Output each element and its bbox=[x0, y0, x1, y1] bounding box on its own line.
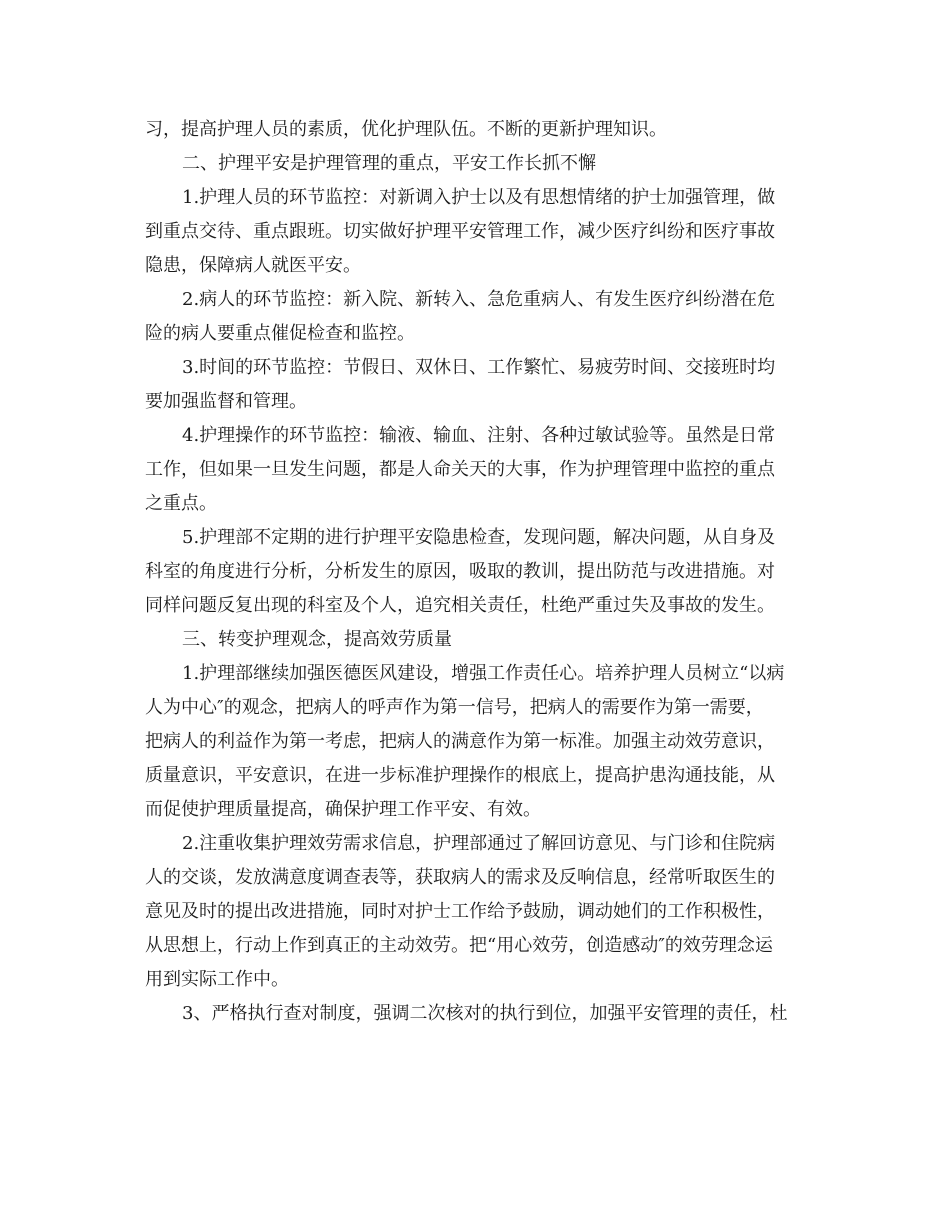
paragraph bbox=[145, 351, 805, 419]
paragraph-line: 从思想上，行动上作到真正的主动效劳。把“用心效劳，创造感动″的效劳理念运 bbox=[145, 935, 773, 956]
paragraph-line: 三、转变护理观念，提高效劳质量 bbox=[182, 629, 452, 650]
paragraph-line: 险的病人要重点催促检查和监控。 bbox=[145, 323, 415, 344]
paragraph-line: 5.护理部不定期的进行护理平安隐患检查，发现问题，解决问题，从自身及 bbox=[182, 527, 776, 548]
paragraph bbox=[145, 997, 805, 1031]
paragraph-line: 2.病人的环节监控：新入院、新转入、急危重病人、有发生医疗纠纷潜在危 bbox=[182, 289, 776, 310]
paragraph bbox=[145, 657, 805, 827]
paragraph bbox=[145, 827, 805, 997]
paragraph bbox=[145, 147, 805, 181]
paragraph-line: 习，提高护理人员的素质，优化护理队伍。不断的更新护理知识。 bbox=[145, 119, 667, 140]
paragraph-line: 用到实际工作中。 bbox=[145, 969, 289, 990]
paragraph-line: 之重点。 bbox=[145, 493, 217, 514]
paragraph-line: 质量意识，平安意识，在进一步标准护理操作的根底上，提高护患沟通技能，从 bbox=[145, 765, 775, 786]
paragraph-line: 到重点交待、重点跟班。切实做好护理平安管理工作，减少医疗纠纷和医疗事故 bbox=[145, 221, 775, 242]
document-body bbox=[145, 113, 805, 1031]
paragraph-line: 而促使护理质量提高，确保护理工作平安、有效。 bbox=[145, 799, 541, 820]
paragraph-line: 隐患，保障病人就医平安。 bbox=[145, 255, 361, 276]
paragraph bbox=[145, 181, 805, 283]
paragraph-line: 1.护理人员的环节监控：对新调入护士以及有思想情绪的护士加强管理，做 bbox=[182, 187, 776, 208]
paragraph-line: 人的交谈，发放满意度调查表等，获取病人的需求及反响信息，经常听取医生的 bbox=[145, 867, 775, 888]
paragraph bbox=[145, 623, 805, 657]
paragraph-line: 3、严格执行查对制度，强调二次核对的执行到位，加强平安管理的责任，杜 bbox=[182, 1003, 788, 1024]
paragraph-line: 人为中心″的观念，把病人的呼声作为第一信号，把病人的需要作为第一需要， bbox=[145, 697, 764, 718]
paragraph bbox=[145, 113, 805, 147]
paragraph bbox=[145, 419, 805, 521]
paragraph-line: 把病人的利益作为第一考虑，把病人的满意作为第一标准。加强主动效劳意识， bbox=[145, 731, 775, 752]
paragraph bbox=[145, 283, 805, 351]
paragraph-line: 二、护理平安是护理管理的重点，平安工作长抓不懈 bbox=[182, 153, 596, 174]
paragraph-line: 意见及时的提出改进措施，同时对护士工作给予鼓励，调动她们的工作积极性， bbox=[145, 901, 775, 922]
paragraph-line: 工作，但如果一旦发生问题，都是人命关天的大事，作为护理管理中监控的重点 bbox=[145, 459, 775, 480]
paragraph-line: 1.护理部继续加强医德医风建设，增强工作责任心。培养护理人员树立“以病 bbox=[182, 663, 785, 684]
paragraph-line: 同样问题反复出现的科室及个人，追究相关责任，杜绝严重过失及事故的发生。 bbox=[145, 595, 775, 616]
paragraph-line: 科室的角度进行分析，分析发生的原因，吸取的教训，提出防范与改进措施。对 bbox=[145, 561, 775, 582]
paragraph-line: 3.时间的环节监控：节假日、双休日、工作繁忙、易疲劳时间、交接班时均 bbox=[182, 357, 776, 378]
paragraph-line: 2.注重收集护理效劳需求信息，护理部通过了解回访意见、与门诊和住院病 bbox=[182, 833, 776, 854]
paragraph bbox=[145, 521, 805, 623]
paragraph-line: 4.护理操作的环节监控：输液、输血、注射、各种过敏试验等。虽然是日常 bbox=[182, 425, 776, 446]
paragraph-line: 要加强监督和管理。 bbox=[145, 391, 307, 412]
